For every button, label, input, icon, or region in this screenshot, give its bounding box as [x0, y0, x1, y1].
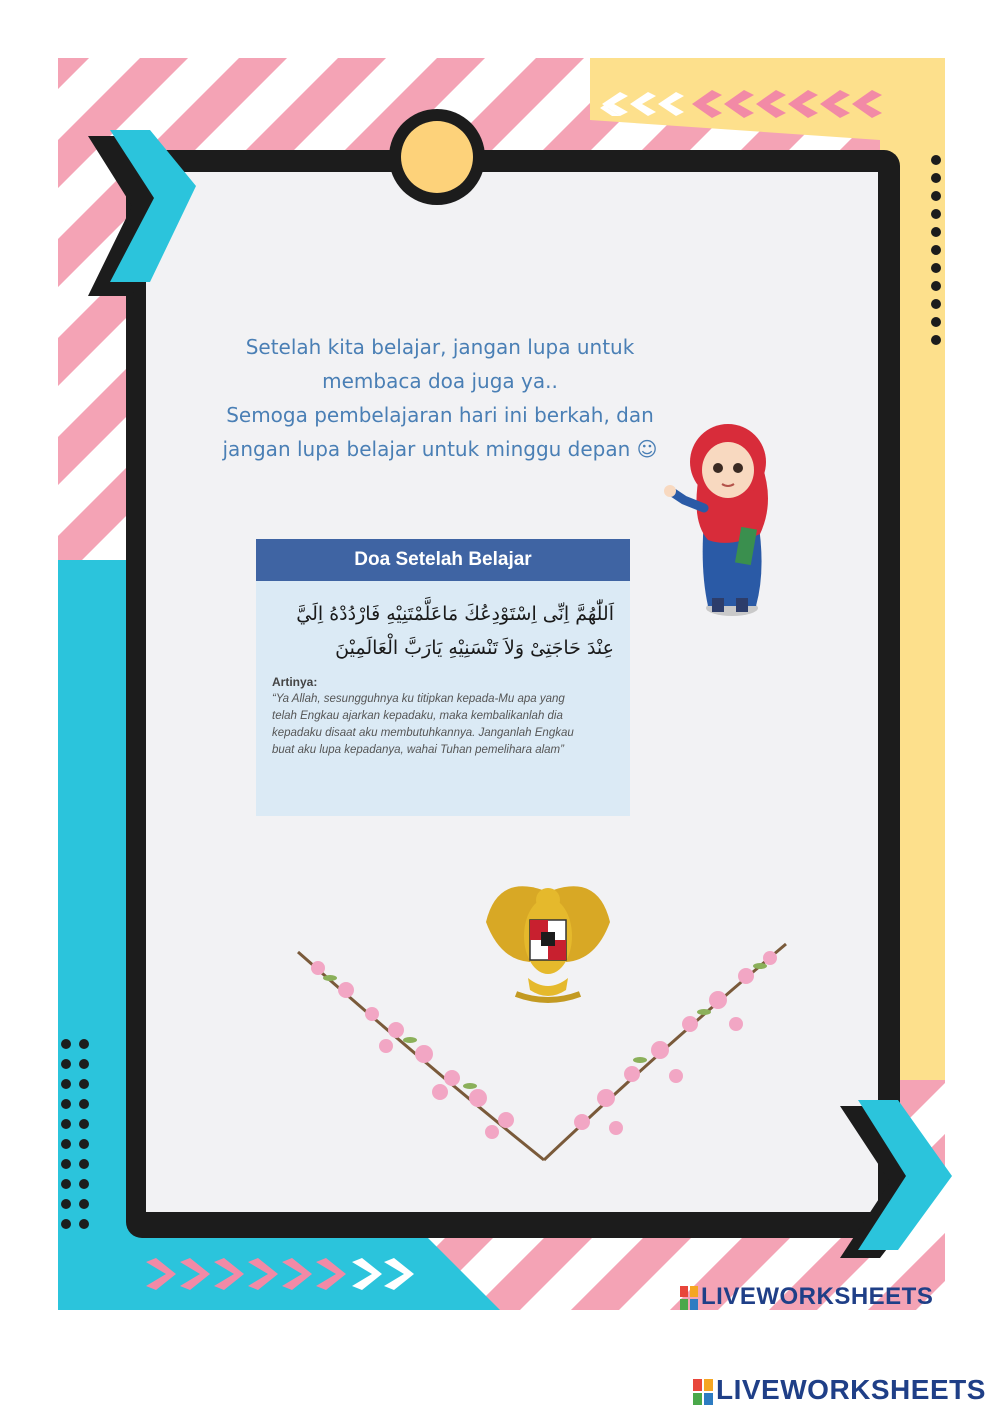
artinya-label: Artinya: [272, 675, 318, 689]
message-line-3: Semoga pembelajaran hari ini berkah, dan [226, 403, 654, 427]
liveworksheets-logo-icon [680, 1286, 698, 1310]
message-line-2: membaca doa juga ya.. [322, 369, 558, 393]
doa-card [256, 539, 630, 816]
message-text [200, 330, 680, 466]
inner-watermark-text: LIVEWORKSHEETS [701, 1283, 934, 1310]
message-line-1: Setelah kita belajar, jangan lupa untuk [245, 335, 635, 359]
liveworksheets-logo-icon [693, 1379, 713, 1405]
doa-arabic [256, 581, 630, 665]
footer-watermark[interactable] [693, 1374, 986, 1406]
doa-arabic-line-2: عِنْدَ حَاجَتِىْ وَلاَ تَنْسَنِيْهِ يَارَبَّ الْعَالَمِيْنَ [335, 637, 614, 659]
doa-title: Doa Setelah Belajar [256, 539, 630, 581]
inner-watermark [680, 1283, 933, 1311]
message-line-4: jangan lupa belajar untuk minggu depan ☺ [222, 437, 658, 461]
doa-arabic-line-1: اَللّٰهُمَّ اِنِّى اِسْتَوْدِعُكَ مَاعَلَّمْتَنِيْهِ فَارْدُدْهُ اِلَيَّ [296, 603, 614, 625]
footer-watermark-text: LIVEWORKSHEETS [716, 1374, 986, 1405]
artinya-text: “Ya Allah, sesungguhnya ku titipkan kepada-Mu apa yang telah Engkau ajarkan kepadaku, maka kembalikanlah dia kepadaku disaat aku membutuhkannya. Janganlah Engkau buat aku lupa kepadanya, wahai Tuhan pemelihara alam” [272, 693, 574, 756]
